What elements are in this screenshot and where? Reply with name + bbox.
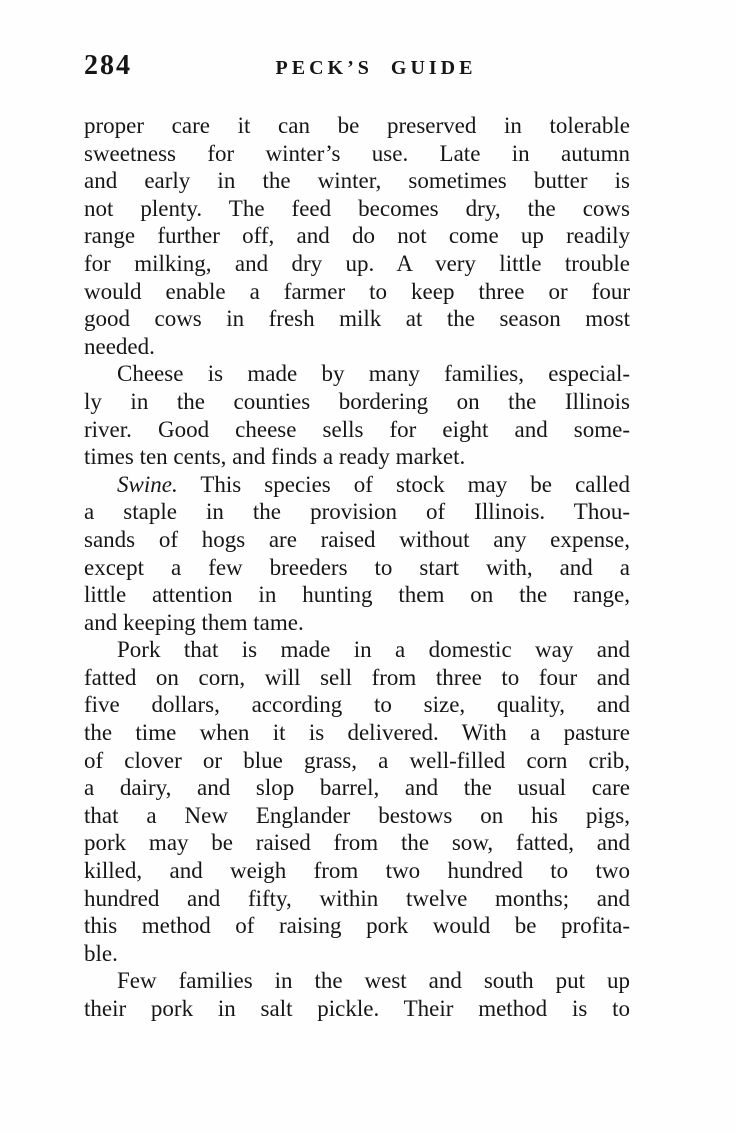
text-line: a staple in the provision of Illinois. Thou-	[84, 499, 630, 525]
text-line: sweetness for winter’s use. Late in autumn	[84, 140, 630, 166]
text-line: this method of raising pork would be profita-	[84, 913, 630, 939]
text-line: ly in the counties bordering on the Illinois	[84, 388, 630, 414]
text-line: ble.	[84, 940, 118, 966]
text-line: range further off, and do not come up readily	[84, 223, 630, 249]
text-line: killed, and weigh from two hundred to two	[84, 858, 630, 884]
text-line: sands of hogs are raised without any expense,	[84, 526, 630, 552]
text-line: five dollars, according to size, quality, and	[84, 692, 630, 718]
text-line: needed.	[84, 333, 155, 359]
text-line: pork may be raised from the sow, fatted, and	[84, 830, 630, 856]
text-line: Swine. This species of stock may be called	[117, 471, 630, 497]
text-line: Cheese is made by many families, especial-	[117, 361, 630, 387]
running-header: PECK’S GUIDE	[275, 57, 477, 79]
text-line: of clover or blue grass, a well-filled corn crib,	[84, 747, 630, 773]
italic-word: Swine.	[117, 471, 178, 497]
text-line: and keeping them tame.	[84, 609, 304, 635]
text-line: the time when it is delivered. With a pasture	[84, 720, 630, 746]
page-number: 284	[84, 50, 132, 81]
text-line: and early in the winter, sometimes butter is	[84, 168, 630, 194]
text-line: would enable a farmer to keep three or four	[84, 278, 630, 304]
text-line: river. Good cheese sells for eight and some-	[84, 416, 630, 442]
text-line: hundred and fifty, within twelve months; and	[84, 885, 630, 911]
text-line: times ten cents, and finds a ready market.	[84, 444, 466, 470]
text-line: their pork in salt pickle. Their method is to	[84, 996, 630, 1021]
text-line: Few families in the west and south put up	[117, 968, 630, 994]
text-line: for milking, and dry up. A very little trouble	[84, 250, 630, 276]
text-line: except a few breeders to start with, and a	[84, 554, 630, 580]
text-line: fatted on corn, will sell from three to four and	[84, 664, 630, 690]
page-text	[84, 112, 630, 1023]
text-line: little attention in hunting them on the range,	[84, 582, 630, 608]
text-line: good cows in fresh milk at the season most	[84, 306, 630, 332]
text-line: not plenty. The feed becomes dry, the cows	[84, 195, 630, 221]
text-line: a dairy, and slop barrel, and the usual care	[84, 775, 630, 801]
text-line: Pork that is made in a domestic way and	[117, 637, 630, 663]
text-line: that a New Englander bestows on his pigs,	[84, 802, 630, 828]
text-line: proper care it can be preserved in tolerable	[84, 113, 630, 138]
